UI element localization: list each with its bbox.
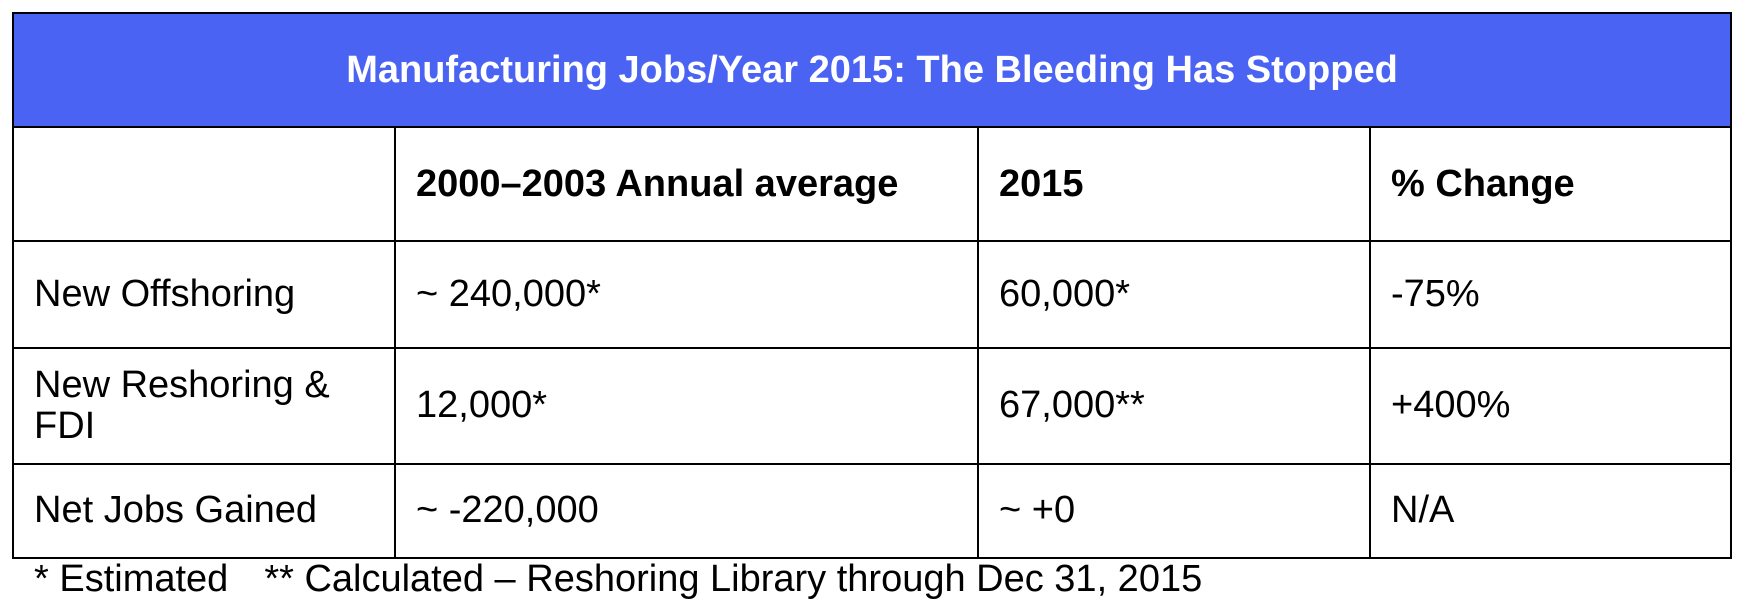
- table-row: [13, 241, 1731, 348]
- cell-offshoring-change: -75%: [1370, 241, 1731, 348]
- row-label-net-jobs-gained: Net Jobs Gained: [13, 464, 395, 558]
- footnote-estimated: * Estimated: [34, 558, 229, 600]
- header-percent-change: % Change: [1370, 127, 1731, 241]
- table-row: [13, 348, 1731, 464]
- row-label-line-2: FDI: [34, 405, 96, 447]
- cell-reshoring-2000-2003: 12,000*: [395, 348, 978, 464]
- footnote: [34, 558, 1202, 601]
- row-label-line-1: New Reshoring &: [34, 363, 330, 406]
- footnote-calculated: ** Calculated – Reshoring Library through Dec 31, 2015: [264, 558, 1203, 600]
- table-title: Manufacturing Jobs/Year 2015: The Bleeding Has Stopped: [13, 13, 1731, 127]
- row-label-new-offshoring: New Offshoring: [13, 241, 395, 348]
- cell-net-change: N/A: [1370, 464, 1731, 558]
- header-2000-2003: 2000–2003 Annual average: [395, 127, 978, 241]
- cell-reshoring-2015: 67,000**: [978, 348, 1370, 464]
- cell-offshoring-2015: 60,000*: [978, 241, 1370, 348]
- cell-reshoring-change: +400%: [1370, 348, 1731, 464]
- header-empty-cell: [13, 127, 395, 241]
- cell-net-2015: ~ +0: [978, 464, 1370, 558]
- title-row: [13, 13, 1731, 127]
- manufacturing-jobs-table: [12, 12, 1732, 559]
- header-row: [13, 127, 1731, 241]
- cell-offshoring-2000-2003: ~ 240,000*: [395, 241, 978, 348]
- row-label-new-reshoring-fdi: [13, 348, 395, 464]
- cell-net-2000-2003: ~ -220,000: [395, 464, 978, 558]
- header-2015: 2015: [978, 127, 1370, 241]
- table-row: [13, 464, 1731, 558]
